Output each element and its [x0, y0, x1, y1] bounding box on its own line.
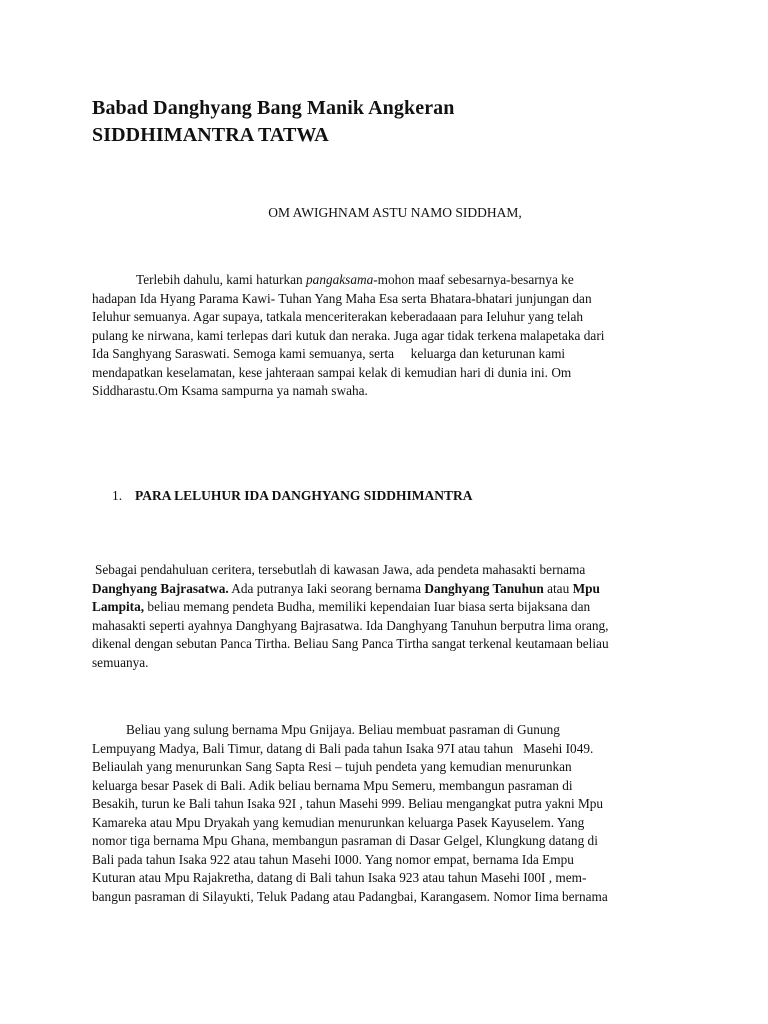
- paragraph-line: Danghyang Bajrasatwa. Ada putranya Iaki seorang bernama Danghyang Tanuhun atau Mpu: [92, 580, 600, 596]
- paragraph-line: Lampita, beliau memang pendeta Budha, memiliki kependaian Iuar biasa serta bijaksana dan: [92, 599, 591, 614]
- paragraph-line: semuanya.: [92, 654, 149, 670]
- section-title: PARA LELUHUR IDA DANGHYANG SIDDHIMANTRA: [135, 488, 473, 503]
- paragraph-line: keluarga besar Pasek di Bali. Adik beliau bernama Mpu Semeru, membangun pasraman di: [92, 777, 573, 793]
- paragraph-opening: [92, 271, 672, 401]
- paragraph-line: Lempuyang Madya, Bali Timur, datang di Bali pada tahun Isaka 97I atau tahun Masehi I049.: [92, 740, 594, 756]
- section-number: 1.: [112, 488, 123, 503]
- paragraph-line: pulang ke nirwana, kami terlepas dari kutuk dan neraka. Juga agar tidak terkena malapetaka dari: [92, 327, 605, 343]
- paragraph-line: nomor tiga bernama Mpu Ghana, membangun pasraman di Dasar Gelgel, Klungkung datang di: [92, 833, 598, 848]
- paragraph-line: Sebagai pendahuluan ceritera, tersebutlah di kawasan Jawa, ada pendeta mahasakti bernama: [95, 562, 586, 577]
- emphasis-term: pangaksama: [306, 272, 374, 287]
- paragraph-line: Ieluhur semuanya. Agar supaya, tatkala menceriterakan keberadaaan para Ieluhur yang telah: [92, 309, 584, 324]
- paragraph-line: Siddharastu.Om Ksama sampurna ya namah swaha.: [92, 383, 368, 398]
- name-bold: Danghyang Tanuhun: [424, 580, 544, 596]
- paragraph-line: Terlebih dahulu, kami haturkan pangaksama-mohon maaf sebesarnya-besarnya ke: [136, 272, 574, 287]
- section-heading: [112, 487, 473, 505]
- paragraph-introduction: [92, 561, 672, 672]
- paragraph-line: Beliau yang sulung bernama Mpu Gnijaya. Beliau membuat pasraman di Gunung: [126, 722, 560, 737]
- title-line-1: Babad Danghyang Bang Manik Angkeran: [92, 97, 455, 119]
- paragraph-line: Kuturan atau Mpu Rajakretha, datang di Bali tahun Isaka 923 atau tahun Masehi I00I , mem-: [92, 870, 587, 885]
- paragraph-line: Besakih, turun ke Bali tahun Isaka 92I , tahun Masehi 999. Beliau mengangkat putra yakni Mpu: [92, 796, 604, 811]
- invocation: OM AWIGHNAM ASTU NAMO SIDDHAM,: [268, 205, 522, 220]
- paragraph-line: Beliaulah yang menurunkan Sang Sapta Resi – tujuh pendeta yang kemudian menurunkan: [92, 759, 572, 774]
- paragraph-line: Bali pada tahun Isaka 922 atau tahun Masehi I000. Yang nomor empat, bernama Ida Empu: [92, 851, 574, 867]
- document-title: [92, 95, 455, 149]
- paragraph-line: bangun pasraman di Silayukti, Teluk Padang atau Padangbai, Karangasem. Nomor Iima bernama: [92, 888, 608, 904]
- paragraph-line: Kamareka atau Mpu Dryakah yang kemudian menurunkan keluarga Pasek Kayuselem. Yang: [92, 814, 585, 830]
- name-bold: Mpu: [572, 580, 600, 596]
- name-bold: Danghyang Bajrasatwa.: [92, 580, 229, 596]
- name-bold: Lampita,: [92, 599, 145, 614]
- paragraph-panca-tirtha: [92, 721, 672, 906]
- paragraph-line: Ida Sanghyang Saraswati. Semoga kami semuanya, serta keluarga dan keturunan kami: [92, 346, 566, 361]
- paragraph-line: hadapan Ida Hyang Parama Kawi- Tuhan Yang Maha Esa serta Bhatara-bhatari junjungan dan: [92, 290, 592, 306]
- paragraph-line: mendapatkan keselamatan, kese jahteraan sampai kelak di kemudian hari di dunia ini. Om: [92, 364, 572, 380]
- paragraph-line: mahasakti seperti ayahnya Danghyang Bajrasatwa. Ida Danghyang Tanuhun berputra lima orang,: [92, 617, 609, 633]
- title-line-2: SIDDHIMANTRA TATWA: [92, 124, 329, 146]
- paragraph-line: dikenal dengan sebutan Panca Tirtha. Beliau Sang Panca Tirtha sangat terkenal keutamaan beliau: [92, 636, 609, 651]
